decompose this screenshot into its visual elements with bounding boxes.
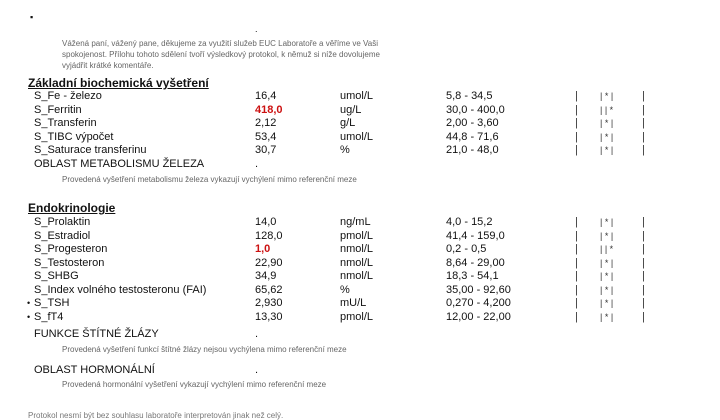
group-note-thyroid: Provedená vyšetření funkcí štítné žlázy nejsou vychýlena mimo referenční meze <box>62 345 347 354</box>
result-row <box>0 270 720 283</box>
test-value: 1,0 <box>255 243 271 255</box>
reference-range: 8,64 - 29,00 <box>446 256 505 269</box>
footer-text: Protokol nesmí být bez souhlasu laboratoře interpretován jinak než celý. <box>28 411 284 420</box>
range-separator: | <box>575 216 578 228</box>
test-value: 22,90 <box>255 256 283 269</box>
row-bullet: • <box>27 311 31 322</box>
group-label-hormonal: OBLAST HORMONÁLNÍ <box>34 364 155 376</box>
reference-range: 12,00 - 22,00 <box>446 310 511 323</box>
test-name: S_Estradiol <box>34 229 91 242</box>
range-separator: | <box>575 297 578 309</box>
range-indicator: | * | <box>600 118 614 128</box>
range-indicator: | * | <box>600 298 614 308</box>
test-name: S_TSH <box>34 297 70 309</box>
range-separator: | <box>642 243 645 255</box>
reference-range: 18,3 - 54,1 <box>446 270 499 282</box>
range-separator: | <box>575 310 578 323</box>
test-unit: ug/L <box>340 103 362 116</box>
group-label-iron: OBLAST METABOLISMU ŽELEZA <box>34 158 205 170</box>
result-row <box>0 144 720 157</box>
test-value: 2,12 <box>255 117 277 129</box>
range-indicator: | * | <box>600 131 614 142</box>
test-name: S_TIBC výpočet <box>34 130 114 143</box>
test-value: 2,930 <box>255 297 283 309</box>
range-separator: | <box>642 256 645 269</box>
range-separator: | <box>575 90 578 102</box>
test-unit: % <box>340 144 350 156</box>
result-row <box>0 104 720 117</box>
result-row <box>0 131 720 144</box>
group-dot-thyroid: . <box>255 328 259 340</box>
range-indicator: | * | <box>600 257 614 268</box>
row-bullet: • <box>27 298 31 308</box>
range-indicator: | | * <box>600 244 614 254</box>
range-separator: | <box>575 283 578 296</box>
reference-range: 2,00 - 3,60 <box>446 117 499 129</box>
range-separator: | <box>575 229 578 242</box>
test-value: 14,0 <box>255 216 277 228</box>
test-unit: % <box>340 283 350 296</box>
reference-range: 0,2 - 0,5 <box>446 243 487 255</box>
intro-text: Vážená paní, vážený pane, děkujeme za využití služeb EUC Laboratoře a věříme ve Vaši spokojenost. Přílohu tohoto sdělení tvoří výsledkový protokol, k němuž si níže dovolujeme vyjádřit krátké komentáře. <box>62 39 380 70</box>
reference-range: 21,0 - 48,0 <box>446 144 499 156</box>
section-title-endo: Endokrinologie <box>28 201 116 215</box>
test-name: S_Saturace transferinu <box>34 144 147 156</box>
reference-range: 35,00 - 92,60 <box>446 283 511 296</box>
range-separator: | <box>575 256 578 269</box>
result-row <box>0 90 720 103</box>
range-indicator: | * | <box>600 284 614 295</box>
test-name: S_SHBG <box>34 270 79 282</box>
test-value: 128,0 <box>255 229 283 242</box>
test-value: 16,4 <box>255 90 277 102</box>
test-name: S_Index volného testosteronu (FAI) <box>34 283 207 296</box>
test-value: 418,0 <box>255 103 283 116</box>
group-dot-hormonal: . <box>255 364 259 376</box>
range-separator: | <box>642 144 645 156</box>
top-marker: ▪ <box>30 12 34 22</box>
group-label-thyroid: FUNKCE ŠTÍTNÉ ŽLÁZY <box>34 328 159 340</box>
test-unit: g/L <box>340 117 356 129</box>
test-value: 30,7 <box>255 144 277 156</box>
test-unit: nmol/L <box>340 243 374 255</box>
section-title-biochem: Základní biochemická vyšetření <box>28 76 209 90</box>
test-value: 34,9 <box>255 270 277 282</box>
range-separator: | <box>575 270 578 282</box>
test-name: S_Prolaktin <box>34 216 91 228</box>
test-unit: pmol/L <box>340 229 374 242</box>
test-value: 65,62 <box>255 283 283 296</box>
range-separator: | <box>575 144 578 156</box>
test-value: 53,4 <box>255 130 277 143</box>
reference-range: 0,270 - 4,200 <box>446 297 511 309</box>
group-note-hormonal: Provedená hormonální vyšetření vykazují vychýlení mimo referenční meze <box>62 380 327 389</box>
range-separator: | <box>575 243 578 255</box>
test-unit: umol/L <box>340 130 374 143</box>
result-row <box>0 243 720 256</box>
range-indicator: | * | <box>600 230 614 241</box>
range-separator: | <box>642 130 645 143</box>
range-separator: | <box>642 117 645 129</box>
range-separator: | <box>575 103 578 116</box>
range-separator: | <box>642 216 645 228</box>
range-indicator: | * | <box>600 311 614 322</box>
range-separator: | <box>642 270 645 282</box>
test-name: S_Progesteron <box>34 243 108 255</box>
range-separator: | <box>642 297 645 309</box>
reference-range: 44,8 - 71,6 <box>446 130 499 143</box>
test-unit: umol/L <box>340 90 374 102</box>
range-separator: | <box>642 103 645 116</box>
test-unit: ng/mL <box>340 216 371 228</box>
range-indicator: | * | <box>600 145 614 155</box>
result-row <box>0 117 720 130</box>
test-name: S_Transferin <box>34 117 97 129</box>
header-dot: . <box>255 24 258 34</box>
range-separator: | <box>575 117 578 129</box>
range-separator: | <box>642 283 645 296</box>
test-unit: mU/L <box>340 297 367 309</box>
range-indicator: | | * <box>600 104 614 115</box>
result-row <box>0 297 720 310</box>
test-name: S_fT4 <box>34 310 64 323</box>
reference-range: 4,0 - 15,2 <box>446 216 493 228</box>
range-indicator: | * | <box>600 217 614 227</box>
reference-range: 30,0 - 400,0 <box>446 103 505 116</box>
test-value: 13,30 <box>255 310 283 323</box>
reference-range: 41,4 - 159,0 <box>446 229 505 242</box>
result-row <box>0 230 720 243</box>
test-unit: pmol/L <box>340 310 374 323</box>
range-indicator: | * | <box>600 91 614 101</box>
test-name: S_Ferritin <box>34 103 82 116</box>
range-indicator: | * | <box>600 271 614 281</box>
range-separator: | <box>642 310 645 323</box>
group-dot-iron: . <box>255 158 259 170</box>
range-separator: | <box>642 229 645 242</box>
test-name: S_Fe - železo <box>34 90 102 102</box>
reference-range: 5,8 - 34,5 <box>446 90 493 102</box>
test-name: S_Testosteron <box>34 256 105 269</box>
result-row <box>0 284 720 297</box>
result-row <box>0 216 720 229</box>
range-separator: | <box>575 130 578 143</box>
result-row <box>0 257 720 270</box>
result-row <box>0 311 720 324</box>
range-separator: | <box>642 90 645 102</box>
group-note-iron: Provedená vyšetření metabolismu železa vykazují vychýlení mimo referenční meze <box>62 175 357 184</box>
test-unit: nmol/L <box>340 270 374 282</box>
test-unit: nmol/L <box>340 256 374 269</box>
